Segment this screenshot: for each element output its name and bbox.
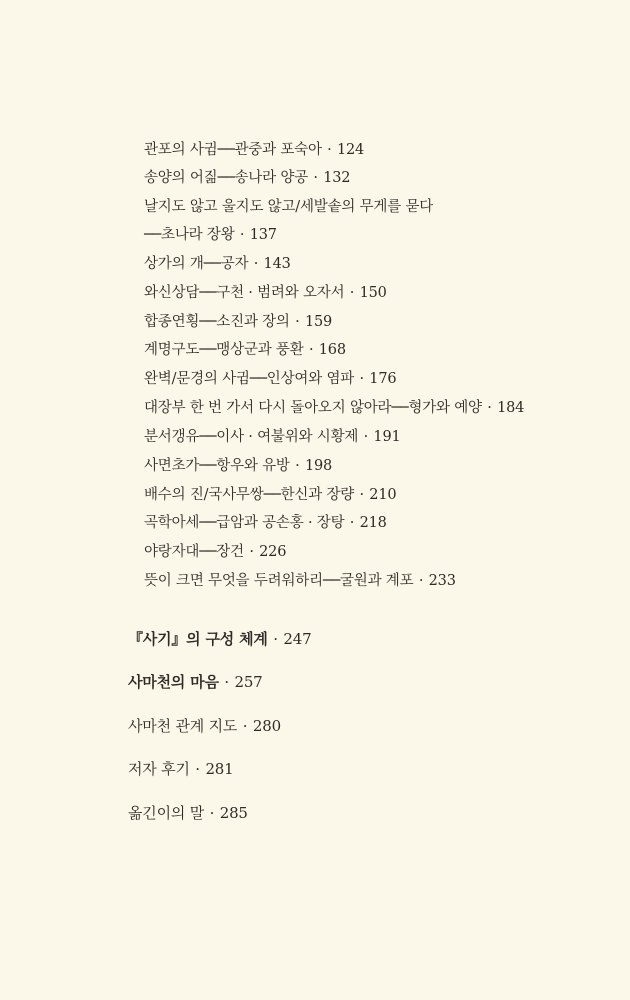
toc-entry	[144, 513, 387, 533]
toc-entry-title: 뜻이 크면 무엇을 두려워하리──굴원과 계포	[144, 573, 414, 589]
toc-entry-page: 150	[359, 285, 387, 301]
toc-main-entry	[128, 803, 248, 823]
toc-entry	[144, 542, 286, 562]
toc-entry-title: 『사기』의 구성 체계	[128, 630, 268, 648]
toc-separator: ·	[355, 487, 369, 503]
toc-separator: ·	[244, 544, 259, 560]
toc-entry-page: 124	[337, 142, 365, 158]
toc-entry	[144, 340, 346, 360]
toc-entry-title: 송양의 어짊──송나라 양공	[144, 170, 308, 186]
toc-entry-title: 대장부 한 번 가서 다시 돌아오지 않아라──형가와 예양	[144, 400, 482, 416]
toc-separator: ·	[304, 342, 318, 358]
toc-entry-title: 와신상담──구천 · 범려와 오자서	[144, 285, 345, 301]
toc-entry-page: 137	[249, 227, 277, 243]
toc-separator: ·	[249, 256, 263, 272]
toc-entry	[144, 369, 396, 389]
toc-entry-page: 280	[252, 717, 281, 735]
toc-separator: ·	[205, 804, 219, 822]
toc-entry-title: 사마천 관계 지도	[128, 717, 238, 735]
toc-entry	[144, 456, 332, 476]
toc-entry	[144, 168, 350, 188]
toc-entry-page: 191	[373, 429, 401, 445]
toc-separator: ·	[355, 371, 369, 387]
toc-entry-page: 184	[497, 400, 525, 416]
toc-entry-title: 분서갱유──이사 · 여불위와 시황제	[144, 429, 359, 445]
toc-separator: ·	[268, 630, 283, 648]
toc-entry	[144, 140, 364, 160]
toc-entry	[144, 571, 456, 591]
toc-separator: ·	[359, 429, 373, 445]
toc-separator: ·	[235, 227, 249, 243]
toc-entry-title: 곡학아세──급암과 공손홍 · 장탕	[144, 515, 345, 531]
toc-separator: ·	[290, 314, 304, 330]
toc-entry-page: 210	[369, 487, 397, 503]
toc-entry-page: 132	[323, 170, 351, 186]
toc-separator: ·	[219, 673, 234, 691]
toc-entry-title: 옮긴이의 말	[128, 804, 205, 822]
toc-entry	[144, 427, 401, 447]
toc-entry-title: 계명구도──맹상군과 풍환	[144, 342, 304, 358]
toc-entry-page: 198	[304, 458, 333, 474]
toc-entry-title: 배수의 진/국사무쌍──한신과 장량	[144, 487, 355, 503]
toc-entry-page: 218	[359, 515, 387, 531]
toc-entry-page: 247	[283, 630, 312, 648]
toc-entry-title: 관포의 사귐──관중과 포숙아	[144, 142, 322, 158]
toc-entry	[144, 283, 387, 303]
toc-entry	[144, 485, 396, 505]
toc-entry-page: 257	[234, 673, 263, 691]
toc-entry	[144, 197, 433, 217]
toc-main-entry	[128, 629, 311, 649]
toc-entry	[144, 225, 277, 245]
toc-entry-title: 야랑자대──장건	[144, 544, 244, 560]
toc-separator: ·	[290, 458, 304, 474]
toc-separator: ·	[308, 170, 323, 186]
toc-entry-title: 상가의 개──공자	[144, 256, 249, 272]
toc-entry-page: 168	[318, 342, 346, 358]
toc-entry-title: ──초나라 장왕	[144, 227, 235, 243]
toc-entry	[144, 312, 332, 332]
toc-main-entry	[128, 672, 263, 692]
toc-entry-page: 281	[205, 760, 234, 778]
toc-entry-title: 사면초가──항우와 유방	[144, 458, 290, 474]
toc-entry-title: 완벽/문경의 사귐──인상여와 염파	[144, 371, 355, 387]
toc-entry-page: 143	[263, 256, 291, 272]
toc-main-entry	[128, 759, 233, 779]
toc-separator: ·	[345, 285, 359, 301]
toc-separator: ·	[482, 400, 497, 416]
toc-entry-page: 226	[259, 544, 287, 560]
toc-entry-page: 176	[369, 371, 397, 387]
toc-entry-page: 159	[304, 314, 333, 330]
toc-main-entry	[128, 716, 281, 736]
toc-entry	[144, 254, 291, 274]
toc-entry	[144, 398, 524, 418]
toc-separator: ·	[345, 515, 359, 531]
toc-entry-page: 285	[219, 804, 248, 822]
toc-separator: ·	[238, 717, 252, 735]
toc-separator: ·	[190, 760, 205, 778]
toc-entry-title: 저자 후기	[128, 760, 190, 778]
toc-separator: ·	[414, 573, 428, 589]
toc-entry-title: 사마천의 마음	[128, 673, 219, 691]
toc-separator: ·	[322, 142, 336, 158]
toc-entry-title: 날지도 않고 울지도 않고/세발솥의 무게를 묻다	[144, 199, 434, 215]
toc-entry-page: 233	[428, 573, 456, 589]
toc-entry-title: 합종연횡──소진과 장의	[144, 314, 290, 330]
